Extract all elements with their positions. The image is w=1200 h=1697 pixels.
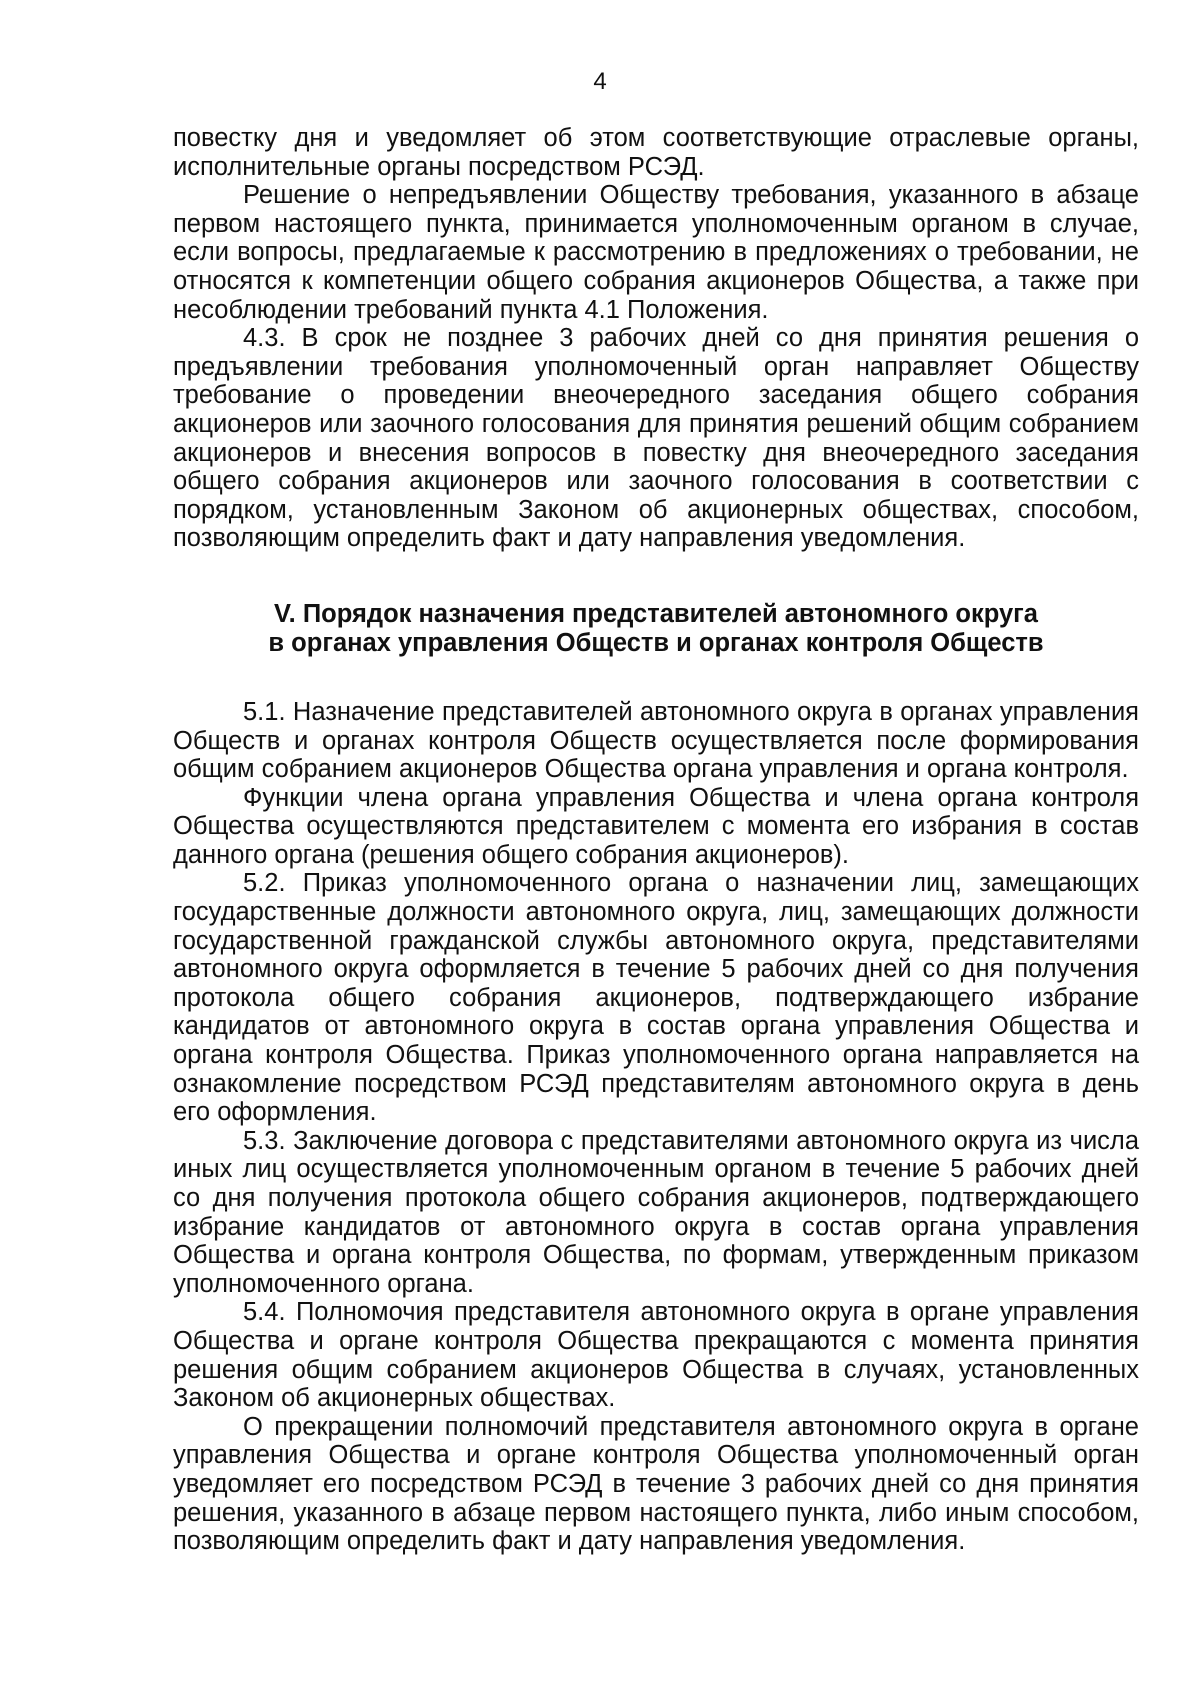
document-body bbox=[173, 124, 1139, 1556]
paragraph: О прекращении полномочий представителя автономного округа в органе управления Общества и органе контроля Общества уполномоченный орган уведомляет его посредством РСЭД в течение 3 рабочих дней со дня принятия решения, указанного в абзаце первом настоящего пункта, либо иным способом, позволяющим определить факт и дату направления уведомления. bbox=[173, 1412, 1139, 1556]
page-number: 4 bbox=[593, 68, 607, 95]
paragraph-5-2: 5.2. Приказ уполномоченного органа о назначении лиц, замещающих государственные должности автономного округа, лиц, замещающих должности государственной гражданской службы автономного округа, представителями автономного округа оформляется в течение 5 рабочих дней со дня получения протокола общего собрания акционеров, подтверждающего избрание кандидатов от автономного округа в состав органа управления Общества и органа контроля Общества. Приказ уполномоченного органа направляется на ознакомление посредством РСЭД представителям автономного округа в день его оформления. bbox=[173, 869, 1139, 1127]
section-heading bbox=[173, 600, 1139, 658]
section-heading-line-1: V. Порядок назначения представителей автономного округа bbox=[274, 599, 1038, 628]
paragraph-5-1: 5.1. Назначение представителей автономного округа в органах управления Обществ и органах контроля Обществ осуществляется после формирования общим собранием акционеров Общества органа управления и органа контроля. bbox=[173, 697, 1139, 784]
paragraph-5-3: 5.3. Заключение договора с представителями автономного округа из числа иных лиц осуществляется уполномоченным органом в течение 5 рабочих дней со дня получения протокола общего собрания акционеров, подтверждающего избрание кандидатов от автономного округа в состав органа управления Общества и органа контроля Общества, по формам, утвержденным приказом уполномоченного органа. bbox=[173, 1126, 1139, 1298]
paragraph: повестку дня и уведомляет об этом соответствующие отраслевые органы, исполнительные органы посредством РСЭД. bbox=[173, 124, 1139, 181]
paragraph-4-3: 4.3. В срок не позднее 3 рабочих дней со дня принятия решения о предъявлении требования уполномоченный орган направляет Обществу требование о проведении внеочередного заседания общего собрания акционеров или заочного голосования для принятия решений общим собранием акционеров и внесения вопросов в повестку дня внеочередного заседания общего собрания акционеров или заочного голосования в соответствии с порядком, установленным Законом об акционерных обществах, способом, позволяющим определить факт и дату направления уведомления. bbox=[173, 324, 1139, 553]
paragraph-5-4: 5.4. Полномочия представителя автономного округа в органе управления Общества и органе контроля Общества прекращаются с момента принятия решения общим собранием акционеров Общества в случаях, установленных Законом об акционерных обществах. bbox=[173, 1298, 1139, 1413]
paragraph: Функции члена органа управления Общества и члена органа контроля Общества осуществляются представителем с момента его избрания в состав данного органа (решения общего собрания акционеров). bbox=[173, 783, 1139, 869]
section-heading-line-2: в органах управления Обществ и органах контроля Обществ bbox=[268, 628, 1044, 657]
paragraph: Решение о непредъявлении Обществу требования, указанного в абзаце первом настоящего пункта, принимается уполномоченным органом в случае, если вопросы, предлагаемые к рассмотрению в предложениях о требовании, не относятся к компетенции общего собрания акционеров Общества, а также при несоблюдении требований пункта 4.1 Положения. bbox=[173, 181, 1139, 324]
